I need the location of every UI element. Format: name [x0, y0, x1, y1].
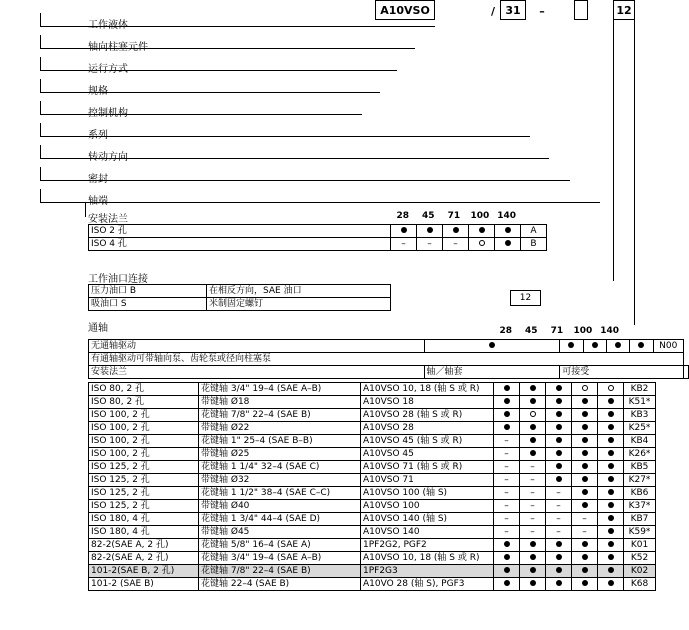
table-row [89, 552, 656, 565]
flange-table [88, 224, 547, 251]
through-drive-title: 通轴 [88, 323, 108, 334]
through-row-accept: 1PF2G2, PGF2 [361, 539, 494, 552]
port-table [88, 284, 391, 311]
leader-label-7: 密封 [88, 174, 108, 185]
through-mark [494, 539, 520, 552]
through-size-71: 71 [550, 326, 564, 336]
code-dash-1: – [539, 4, 545, 18]
table-row [89, 513, 656, 526]
through-size-28: 28 [499, 326, 513, 336]
flange-mark [443, 225, 469, 238]
through-mark [546, 539, 572, 552]
through-row-shaft: 花键轴 1 1/4" 32–4 (SAE C) [199, 461, 361, 474]
code-empty-cell-1 [574, 0, 588, 20]
through-mark [494, 552, 520, 565]
flange-size-71: 71 [447, 211, 461, 221]
through-row-flange: ISO 125, 2 孔 [89, 500, 199, 513]
leader-label-3: 规格 [88, 86, 108, 97]
through-row-accept: A10VSO 71 [361, 474, 494, 487]
through-row-code: K52 [624, 552, 656, 565]
through-mark [494, 396, 520, 409]
through-row-flange: 82-2(SAE A, 2 孔) [89, 539, 199, 552]
through-mark [546, 435, 572, 448]
through-mark [520, 539, 546, 552]
table-row [89, 396, 656, 409]
through-mark: – [572, 526, 598, 539]
through-row-accept: A10VSO 140 (轴 S) [361, 513, 494, 526]
through-mark: – [520, 526, 546, 539]
leader-label-4: 控制机构 [88, 108, 128, 119]
col-header-code [684, 366, 689, 379]
through-drive-rows [88, 382, 656, 591]
table-row [89, 383, 656, 396]
leader-vline-through [634, 13, 635, 325]
through-row-shaft: 花键轴 1 1/2" 38–4 (SAE C–C) [199, 487, 361, 500]
port-code: 12 [511, 291, 541, 306]
leader-label-8: 轴端 [88, 196, 108, 207]
through-mark [598, 461, 624, 474]
through-row-shaft: 花键轴 5/8" 16–4 (SAE A) [199, 539, 361, 552]
through-mark: – [520, 487, 546, 500]
through-mark: – [494, 448, 520, 461]
table-row [89, 487, 656, 500]
through-row-flange: ISO 125, 2 孔 [89, 474, 199, 487]
through-mark: – [494, 435, 520, 448]
through-mark [424, 340, 560, 353]
flange-section-title: 安装法兰 [88, 214, 128, 225]
through-row-code: KB2 [624, 383, 656, 396]
through-mark [546, 578, 572, 591]
table-row [89, 238, 547, 251]
table-row [89, 298, 391, 311]
port-desc-b: 在相反方向，SAE 油口 [207, 285, 391, 298]
through-row-accept: A10VSO 10, 18 (轴 S 或 R) [361, 552, 494, 565]
through-mark [546, 552, 572, 565]
through-mark [520, 409, 546, 422]
flange-size-header [390, 210, 520, 222]
through-mark [572, 409, 598, 422]
through-mark: – [494, 474, 520, 487]
no-through-drive-label: 无通轴驱动 [89, 340, 425, 353]
through-mark [598, 513, 624, 526]
through-mark [598, 396, 624, 409]
through-row-flange: 101-2 (SAE B) [89, 578, 199, 591]
through-mark: – [520, 474, 546, 487]
through-row-flange: ISO 180, 4 孔 [89, 526, 199, 539]
table-row [89, 366, 689, 379]
leader-line-9 [40, 189, 600, 203]
series-code-cell: 31 [500, 0, 526, 20]
through-row-code: KB7 [624, 513, 656, 526]
port-desc-s: 米制固定螺钉 [207, 298, 391, 311]
through-row-code: KB5 [624, 461, 656, 474]
through-row-code: K51* [624, 396, 656, 409]
through-mark [572, 474, 598, 487]
col-header-accept: 可接受 [560, 366, 684, 379]
flange-mark [391, 225, 417, 238]
through-mark [598, 435, 624, 448]
through-mark [598, 409, 624, 422]
through-row-code: K25* [624, 422, 656, 435]
through-mark: – [520, 513, 546, 526]
flange-mark [417, 225, 443, 238]
through-row-accept: A10VSO 140 [361, 526, 494, 539]
leader-label-0: 工作液体 [88, 20, 128, 31]
through-row-flange: ISO 80, 2 孔 [89, 396, 199, 409]
model-code-cell: A10VSO [375, 0, 435, 20]
flange-mark: – [443, 238, 469, 251]
through-code: N00 [653, 340, 683, 353]
flange-mark [469, 238, 495, 251]
through-mark [598, 383, 624, 396]
through-mark [572, 422, 598, 435]
flange-mark: – [417, 238, 443, 251]
through-mark [546, 396, 572, 409]
through-mark [560, 340, 583, 353]
through-row-code: K68 [624, 578, 656, 591]
port-label-b: 压力油口 B [89, 285, 207, 298]
table-row [89, 285, 391, 298]
table-row [89, 500, 656, 513]
flange-mark: – [391, 238, 417, 251]
through-mark [572, 487, 598, 500]
table-row [511, 291, 541, 306]
through-mark: – [546, 526, 572, 539]
leader-label-6: 转动方向 [88, 152, 128, 163]
through-mark [546, 448, 572, 461]
through-mark [546, 409, 572, 422]
through-mark [520, 396, 546, 409]
through-mark [520, 552, 546, 565]
through-mark [598, 448, 624, 461]
table-row [89, 435, 656, 448]
through-mark [494, 578, 520, 591]
through-row-flange: ISO 100, 2 孔 [89, 409, 199, 422]
through-row-accept: A10VSO 100 [361, 500, 494, 513]
through-mark: – [494, 487, 520, 500]
flange-size-140: 140 [497, 211, 517, 221]
through-row-flange: ISO 80, 2 孔 [89, 383, 199, 396]
table-row [89, 461, 656, 474]
leader-label-1: 轴向柱塞元件 [88, 42, 148, 53]
through-mark [494, 422, 520, 435]
through-row-shaft: 带键轴 Ø32 [199, 474, 361, 487]
through-mark: – [520, 500, 546, 513]
through-size-header [493, 325, 623, 337]
through-row-shaft: 花键轴 22–4 (SAE B) [199, 578, 361, 591]
through-row-flange: ISO 100, 2 孔 [89, 435, 199, 448]
through-mark [572, 461, 598, 474]
through-row-flange: ISO 100, 2 孔 [89, 422, 199, 435]
through-mark [520, 565, 546, 578]
through-row-accept: A10VSO 10, 18 (轴 S 或 R) [361, 383, 494, 396]
leader-line-6 [40, 123, 530, 137]
through-row-shaft: 花键轴 7/8" 22–4 (SAE B) [199, 409, 361, 422]
through-row-code: K27* [624, 474, 656, 487]
through-mark [520, 448, 546, 461]
through-row-flange: ISO 125, 2 孔 [89, 487, 199, 500]
through-mark: – [494, 500, 520, 513]
through-mark [520, 578, 546, 591]
table-row [89, 340, 689, 353]
port-label-s: 吸油口 S [89, 298, 207, 311]
through-row-code: K37* [624, 500, 656, 513]
through-mark [572, 435, 598, 448]
through-mark [598, 552, 624, 565]
through-drive-grid [88, 339, 689, 379]
through-mark [598, 422, 624, 435]
through-mark [520, 383, 546, 396]
through-size-140: 140 [600, 326, 620, 336]
through-mark: – [494, 461, 520, 474]
leader-line-8 [40, 167, 570, 181]
through-mark [520, 435, 546, 448]
through-mark [598, 500, 624, 513]
through-row-accept: A10VO 28 (轴 S), PGF3 [361, 578, 494, 591]
through-drive-table [88, 339, 689, 379]
through-row-flange: 101-2(SAE B, 2 孔) [89, 565, 199, 578]
through-mark: – [494, 526, 520, 539]
through-mark [546, 474, 572, 487]
table-row [89, 422, 656, 435]
leader-vline-port [613, 13, 614, 281]
table-row [89, 474, 656, 487]
with-through-drive-note: 有通轴驱动可带轴向泵、齿轮泵或径向柱塞泵 [89, 353, 684, 366]
col-header-flange: 安装法兰 [89, 366, 425, 379]
through-row-shaft: 花键轴 1 3/4" 44–4 (SAE D) [199, 513, 361, 526]
port-code-box [510, 290, 541, 306]
flange-row-label: ISO 2 孔 [89, 225, 391, 238]
code-slash: / [490, 4, 496, 18]
flange-mark [495, 225, 521, 238]
through-drive-rows-grid [88, 382, 656, 591]
through-mark [546, 461, 572, 474]
through-mark [494, 565, 520, 578]
through-mark [546, 383, 572, 396]
through-row-flange: ISO 125, 2 孔 [89, 461, 199, 474]
through-mark [572, 448, 598, 461]
through-mark [572, 578, 598, 591]
through-row-shaft: 带键轴 Ø22 [199, 422, 361, 435]
through-row-shaft: 带键轴 Ø40 [199, 500, 361, 513]
through-mark: – [546, 487, 572, 500]
flange-row-label: ISO 4 孔 [89, 238, 391, 251]
through-row-accept: A10VSO 28 [361, 422, 494, 435]
through-row-accept: A10VSO 45 (轴 S 或 R) [361, 435, 494, 448]
through-mark [598, 578, 624, 591]
through-mark [494, 409, 520, 422]
through-row-flange: 82-2(SAE A, 2 孔) [89, 552, 199, 565]
through-mark: – [494, 513, 520, 526]
through-mark [598, 487, 624, 500]
through-row-shaft: 带键轴 Ø25 [199, 448, 361, 461]
table-row [89, 565, 656, 578]
through-row-code: K02 [624, 565, 656, 578]
through-mark: – [546, 513, 572, 526]
through-row-code: KB6 [624, 487, 656, 500]
through-row-flange: ISO 180, 4 孔 [89, 513, 199, 526]
through-mark [606, 340, 629, 353]
table-row [89, 578, 656, 591]
through-row-shaft: 花键轴 7/8" 22–4 (SAE B) [199, 565, 361, 578]
through-mark [598, 526, 624, 539]
through-mark [572, 396, 598, 409]
through-row-code: K59* [624, 526, 656, 539]
table-row [89, 353, 689, 366]
leader-label-2: 运行方式 [88, 64, 128, 75]
through-row-accept: A10VSO 71 (轴 S 或 R) [361, 461, 494, 474]
port-grid [88, 284, 391, 311]
flange-mark [469, 225, 495, 238]
table-row [89, 448, 656, 461]
through-mark: – [572, 513, 598, 526]
flange-code: A [521, 225, 547, 238]
flange-code: B [521, 238, 547, 251]
through-row-code: KB4 [624, 435, 656, 448]
through-mark [572, 552, 598, 565]
leader-label-5: 系列 [88, 130, 108, 141]
through-row-accept: A10VSO 100 (轴 S) [361, 487, 494, 500]
through-row-accept: A10VSO 18 [361, 396, 494, 409]
flange-size-28: 28 [396, 211, 410, 221]
through-mark: – [520, 461, 546, 474]
through-mark [494, 383, 520, 396]
through-row-code: K01 [624, 539, 656, 552]
code-tail-cell: 12 [613, 0, 635, 20]
through-mark [572, 383, 598, 396]
col-header-shaft: 轴／轴套 [424, 366, 560, 379]
table-row [89, 539, 656, 552]
table-row [89, 225, 547, 238]
flange-mark [495, 238, 521, 251]
through-mark [583, 340, 606, 353]
through-row-shaft: 花键轴 1" 25–4 (SAE B–B) [199, 435, 361, 448]
through-row-shaft: 带键轴 Ø18 [199, 396, 361, 409]
through-mark [598, 474, 624, 487]
through-mark [630, 340, 653, 353]
through-row-accept: 1PF2G3 [361, 565, 494, 578]
through-row-shaft: 花键轴 3/4" 19–4 (SAE A–B) [199, 552, 361, 565]
through-mark [598, 539, 624, 552]
through-mark [572, 500, 598, 513]
through-mark [598, 565, 624, 578]
through-row-accept: A10VSO 28 (轴 S 或 R) [361, 409, 494, 422]
through-mark: – [546, 500, 572, 513]
through-row-accept: A10VSO 45 [361, 448, 494, 461]
through-size-45: 45 [525, 326, 538, 336]
through-mark [572, 565, 598, 578]
through-row-flange: ISO 100, 2 孔 [89, 448, 199, 461]
port-section-title: 工作油口连接 [88, 274, 148, 285]
table-row [89, 409, 656, 422]
through-row-shaft: 花键轴 3/4" 19–4 (SAE A–B) [199, 383, 361, 396]
table-row [89, 526, 656, 539]
through-size-100: 100 [573, 326, 593, 336]
through-mark [546, 422, 572, 435]
through-row-code: KB3 [624, 409, 656, 422]
flange-grid [88, 224, 547, 251]
through-row-shaft: 带键轴 Ø45 [199, 526, 361, 539]
flange-size-100: 100 [470, 211, 490, 221]
through-row-code: K26* [624, 448, 656, 461]
leader-vline-flange [85, 203, 86, 217]
through-mark [572, 539, 598, 552]
through-mark [546, 565, 572, 578]
flange-size-45: 45 [422, 211, 435, 221]
through-mark [520, 422, 546, 435]
